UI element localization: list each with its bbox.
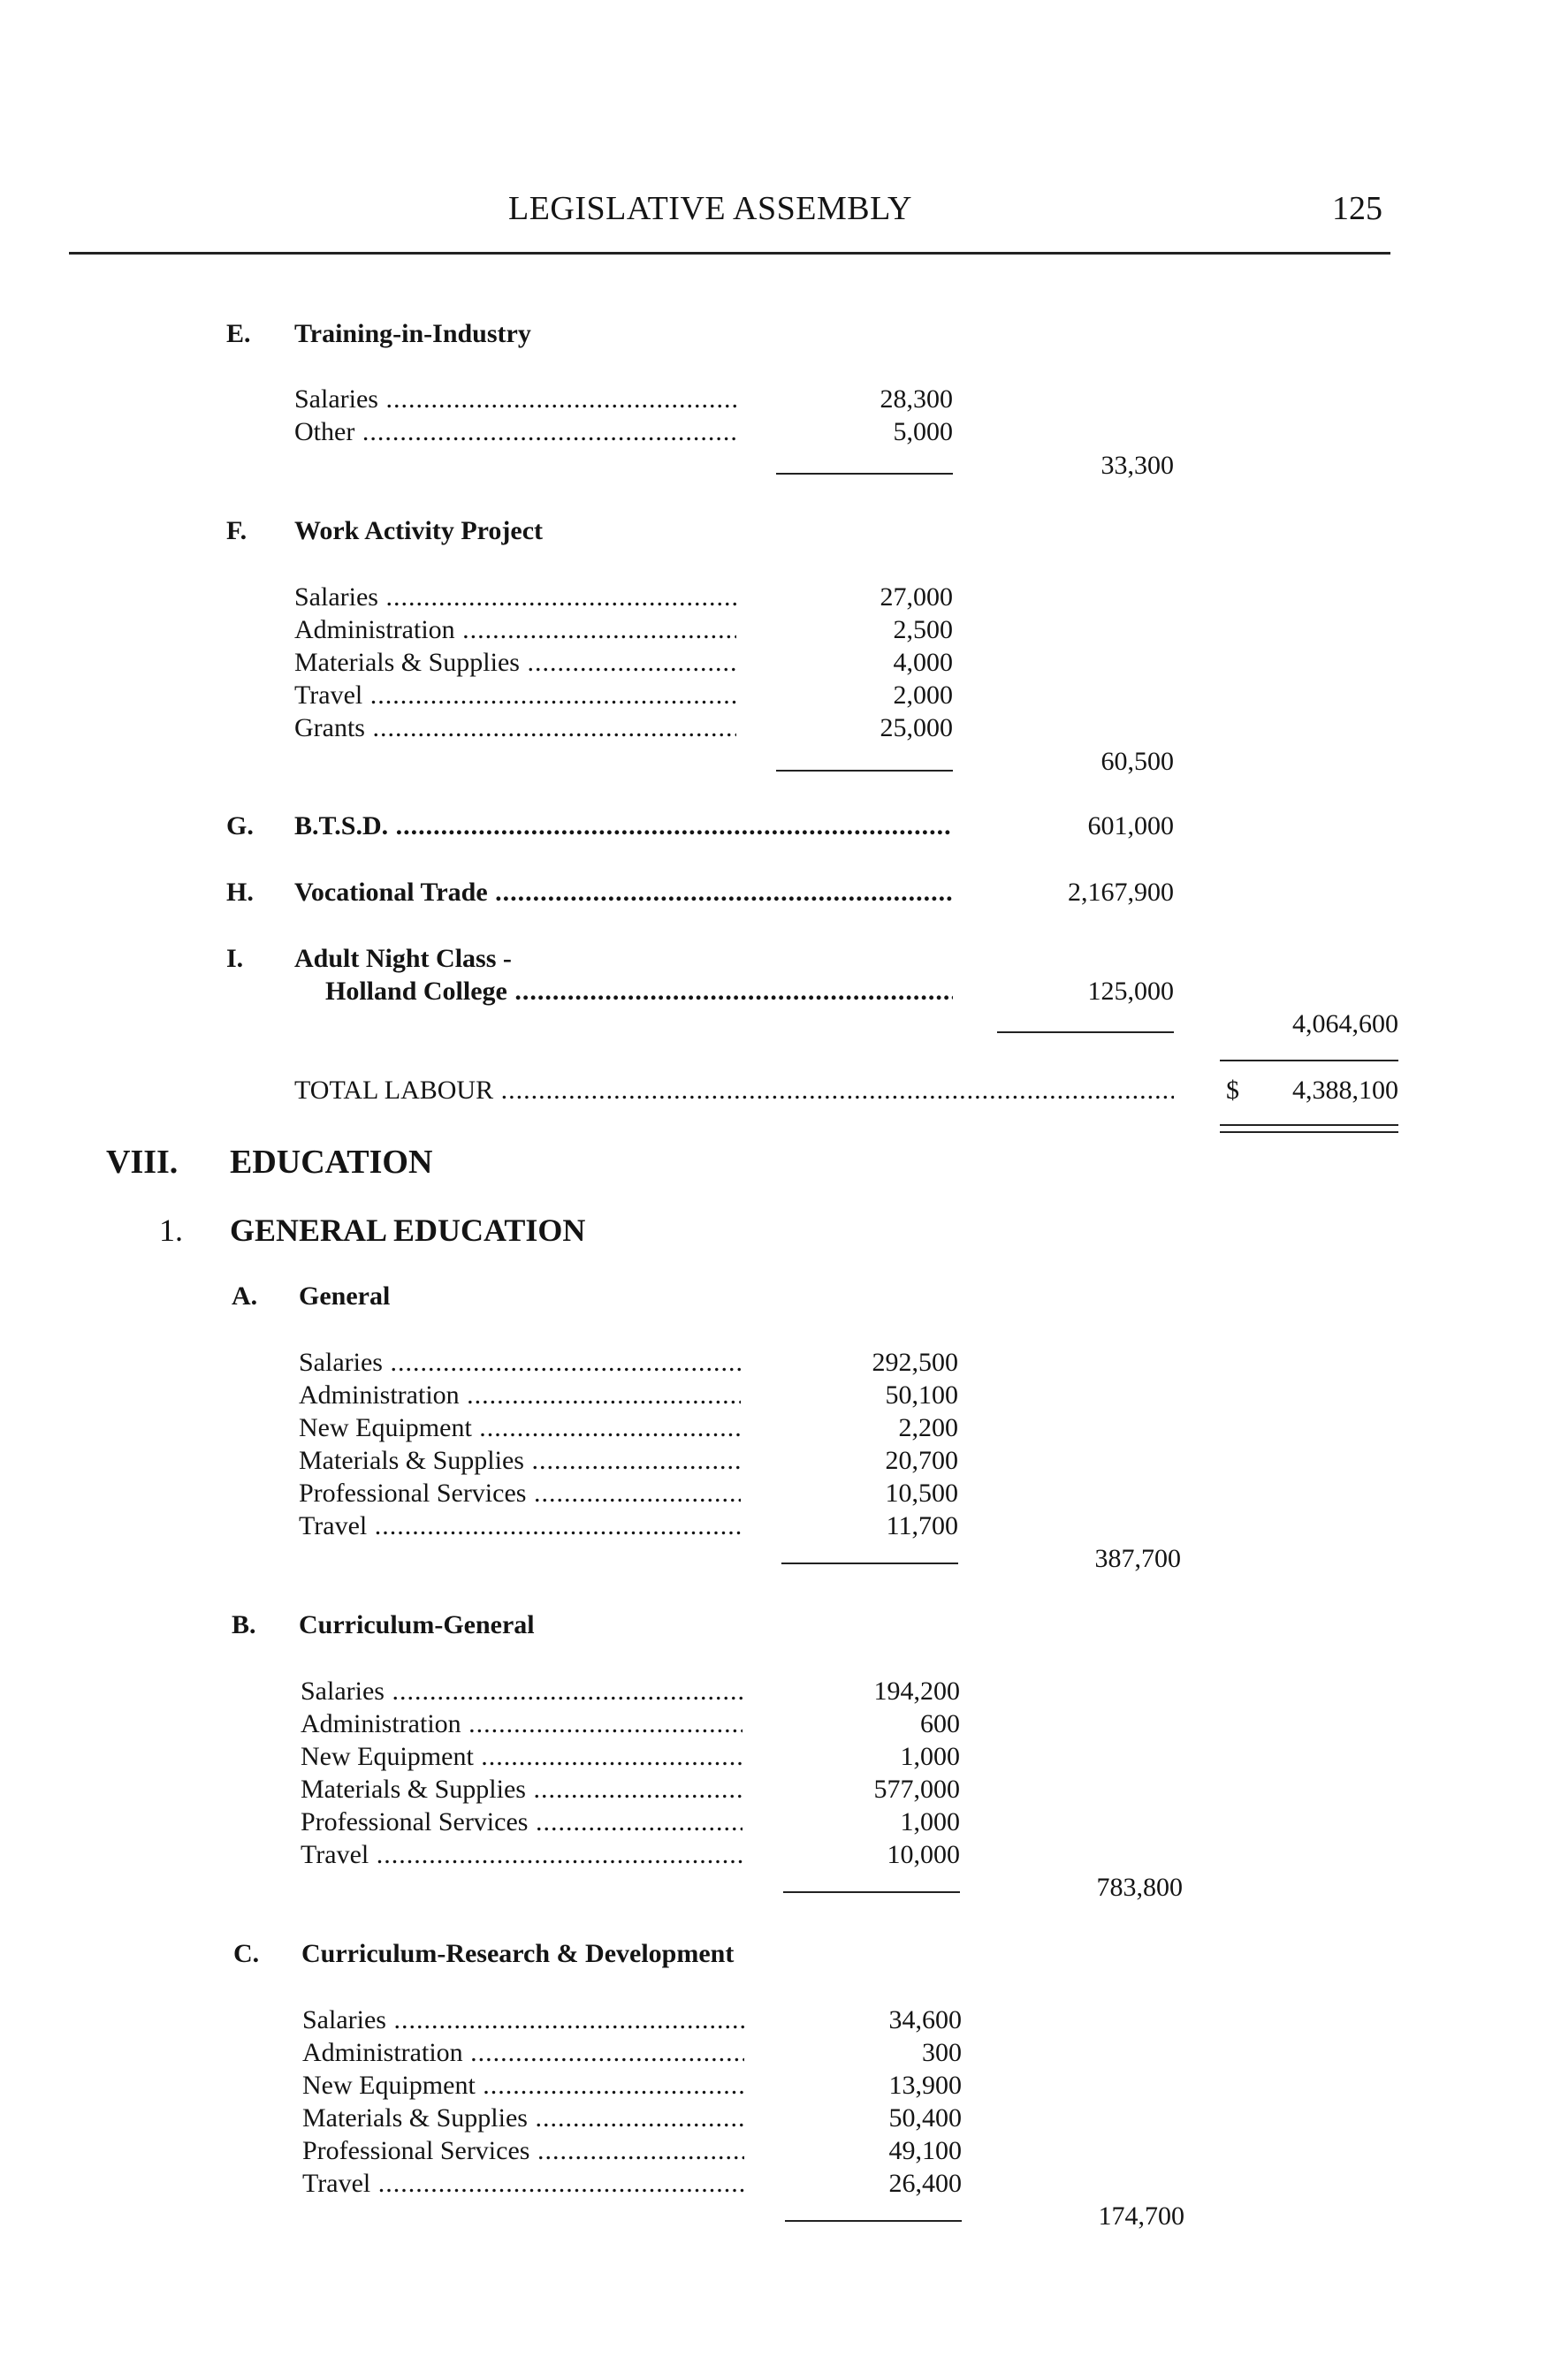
section-subtotal: 783,800 <box>1096 1873 1183 1902</box>
subtotal-rule <box>776 473 953 475</box>
line-item-amount: 28,300 <box>880 384 953 414</box>
line-item-label: Salaries ..... <box>301 1677 743 1707</box>
chapter-title: EDUCATION <box>230 1144 433 1181</box>
subtotal-rule <box>781 1563 958 1564</box>
line-item <box>301 1709 743 1741</box>
line-item <box>299 1413 741 1445</box>
line-item-amount: 600 <box>920 1709 960 1738</box>
line-item-amount: 2,500 <box>893 615 953 644</box>
line-item <box>301 1775 743 1806</box>
line-item-label: Administration ..... <box>294 615 736 645</box>
line-item <box>302 2136 744 2168</box>
section-letter: I. <box>226 944 244 973</box>
line-item-label: Materials & Supplies ..... <box>299 1446 741 1476</box>
section-title: Curriculum-General <box>299 1610 535 1639</box>
total-label: TOTAL LABOUR ..... <box>294 1076 1174 1106</box>
subchapter-title: GENERAL EDUCATION <box>230 1213 586 1248</box>
line-item-amount: 49,100 <box>888 2136 962 2165</box>
line-item <box>294 681 736 712</box>
line-item <box>301 1807 743 1839</box>
line-item-label: Salaries ..... <box>294 582 736 612</box>
line-item <box>299 1348 741 1380</box>
line-item <box>294 648 736 680</box>
line-item <box>302 2038 744 2070</box>
line-item-amount: 13,900 <box>888 2071 962 2100</box>
line-item <box>301 1742 743 1774</box>
line-item <box>302 2169 744 2201</box>
line-item-label: Other ..... <box>294 417 736 447</box>
line-item-label: New Equipment ..... <box>299 1413 741 1443</box>
line-item <box>299 1511 741 1543</box>
line-item-amount: 5,000 <box>893 417 953 446</box>
header-rule <box>69 252 1390 255</box>
line-item-label: New Equipment ..... <box>302 2071 744 2101</box>
section-amount: 2,167,900 <box>1068 878 1174 907</box>
line-item <box>294 713 736 745</box>
section-subtotal: 60,500 <box>1100 747 1174 776</box>
currency-symbol: $ <box>1226 1076 1239 1105</box>
line-item <box>299 1479 741 1510</box>
line-item-amount: 20,700 <box>885 1446 958 1475</box>
section-title: Vocational Trade ..... <box>294 878 953 908</box>
line-item <box>302 2071 744 2102</box>
line-item-label: New Equipment ..... <box>301 1742 743 1772</box>
section-title-continued: Holland College ..... <box>325 977 953 1007</box>
line-item <box>301 1840 743 1872</box>
line-item-amount: 194,200 <box>873 1677 960 1706</box>
group-total-rule <box>1220 1060 1398 1061</box>
section-letter: B. <box>232 1610 256 1639</box>
line-item-amount: 27,000 <box>880 582 953 612</box>
line-item-label: Grants ..... <box>294 713 736 743</box>
line-item-amount: 50,100 <box>885 1380 958 1410</box>
line-item <box>299 1446 741 1478</box>
section-title: Curriculum-Research & Development <box>301 1939 735 1968</box>
group-total: 4,064,600 <box>1292 1009 1398 1038</box>
line-item-amount: 2,200 <box>898 1413 958 1442</box>
line-item-amount: 26,400 <box>888 2169 962 2198</box>
section-line <box>294 878 953 909</box>
total-labour-line <box>294 1076 1174 1107</box>
line-item-label: Materials & Supplies ..... <box>301 1775 743 1805</box>
section-title: Work Activity Project <box>294 516 544 545</box>
line-item-label: Travel ..... <box>299 1511 741 1541</box>
section-letter: A. <box>232 1281 258 1311</box>
line-item-label: Travel ..... <box>302 2169 744 2199</box>
line-item-label: Professional Services ..... <box>299 1479 741 1509</box>
line-item-label: Salaries ..... <box>294 384 736 414</box>
line-item-amount: 577,000 <box>873 1775 960 1804</box>
line-item-amount: 4,000 <box>893 648 953 677</box>
section-letter: E. <box>226 319 251 348</box>
line-item-amount: 10,500 <box>885 1479 958 1508</box>
double-rule-top <box>1220 1124 1398 1126</box>
section-subtotal: 387,700 <box>1094 1544 1181 1573</box>
section-line <box>325 977 953 1008</box>
subtotal-rule <box>776 770 953 772</box>
subtotal-rule <box>997 1031 1174 1033</box>
line-item-amount: 2,000 <box>893 681 953 710</box>
line-item-label: Salaries ..... <box>299 1348 741 1378</box>
line-item-amount: 1,000 <box>900 1742 960 1771</box>
section-letter: H. <box>226 878 254 907</box>
line-item-amount: 11,700 <box>886 1511 958 1540</box>
line-item <box>294 582 736 614</box>
line-item <box>294 615 736 647</box>
section-title: Adult Night Class - <box>294 944 512 973</box>
line-item-label: Travel ..... <box>301 1840 743 1870</box>
section-title: General <box>299 1281 391 1311</box>
line-item <box>302 2005 744 2037</box>
line-item <box>302 2103 744 2135</box>
line-item-label: Administration ..... <box>301 1709 743 1739</box>
line-item-amount: 34,600 <box>888 2005 962 2034</box>
section-letter: C. <box>233 1939 260 1968</box>
section-letter: F. <box>226 516 248 545</box>
line-item <box>299 1380 741 1412</box>
line-item <box>301 1677 743 1708</box>
line-item-label: Administration ..... <box>302 2038 744 2068</box>
line-item-label: Materials & Supplies ..... <box>294 648 736 678</box>
section-title: Training-in-Industry <box>294 319 531 348</box>
line-item-label: Materials & Supplies ..... <box>302 2103 744 2133</box>
line-item-amount: 50,400 <box>888 2103 962 2133</box>
section-line <box>294 811 953 843</box>
subchapter-number: 1. <box>159 1213 183 1248</box>
line-item-label: Professional Services ..... <box>302 2136 744 2166</box>
section-title: B.T.S.D. ..... <box>294 811 953 841</box>
section-amount: 125,000 <box>1087 977 1174 1006</box>
line-item-label: Administration ..... <box>299 1380 741 1411</box>
line-item-label: Travel ..... <box>294 681 736 711</box>
line-item-amount: 300 <box>922 2038 962 2067</box>
section-letter: G. <box>226 811 254 840</box>
line-item <box>294 384 736 416</box>
chapter-numeral: VIII. <box>106 1144 179 1181</box>
subtotal-rule <box>783 1891 960 1893</box>
line-item <box>294 417 736 449</box>
section-subtotal: 33,300 <box>1100 451 1174 480</box>
line-item-amount: 1,000 <box>900 1807 960 1836</box>
line-item-amount: 292,500 <box>872 1348 958 1377</box>
section-subtotal: 174,700 <box>1098 2201 1184 2231</box>
page-number: 125 <box>1332 190 1382 227</box>
double-rule-bottom <box>1220 1131 1398 1133</box>
total-labour-amount: 4,388,100 <box>1292 1076 1398 1105</box>
line-item-label: Salaries ..... <box>302 2005 744 2035</box>
line-item-amount: 25,000 <box>880 713 953 742</box>
page-header-title: LEGISLATIVE ASSEMBLY <box>508 190 912 227</box>
subtotal-rule <box>785 2220 962 2222</box>
section-amount: 601,000 <box>1087 811 1174 840</box>
line-item-amount: 10,000 <box>887 1840 960 1869</box>
line-item-label: Professional Services ..... <box>301 1807 743 1837</box>
